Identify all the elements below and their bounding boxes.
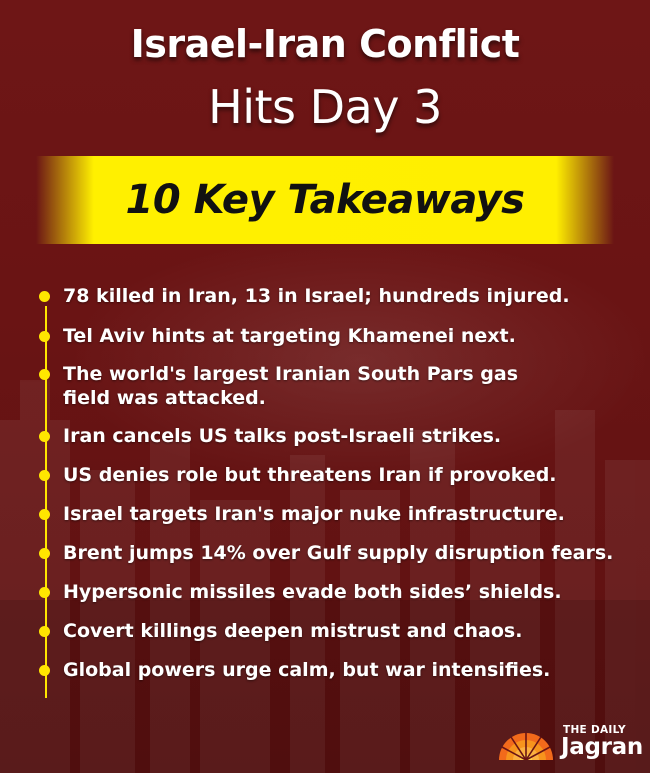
headline-line-2: Hits Day 3: [208, 80, 442, 134]
takeaway-item: [36, 541, 626, 565]
headline-line-1: Israel-Iran Conflict: [130, 22, 520, 66]
logo-brand-text: Jagran: [561, 734, 643, 760]
takeaway-item: [36, 463, 626, 487]
takeaway-item: [36, 658, 626, 682]
takeaway-text: Tel Aviv hints at targeting Khamenei next.: [63, 325, 516, 347]
takeaway-text: Hypersonic missiles evade both sides’ shields.: [63, 581, 562, 603]
bullet-dot-icon: [39, 665, 50, 676]
takeaway-item: [36, 284, 626, 308]
takeaway-text: Covert killings deepen mistrust and chaos.: [63, 620, 523, 642]
takeaway-text: Israel targets Iran's major nuke infrastructure.: [63, 503, 565, 525]
sun-logo-icon: [497, 728, 555, 760]
bullet-dot-icon: [39, 331, 50, 342]
takeaway-text: Brent jumps 14% over Gulf supply disruption fears.: [63, 542, 614, 564]
daily-jagran-logo: [497, 720, 647, 764]
logo-small-text: THE DAILY: [563, 724, 626, 736]
bullet-dot-icon: [39, 548, 50, 559]
takeaway-text: The world's largest Iranian South Pars gas field was attacked.: [63, 363, 519, 409]
takeaway-item: [36, 424, 626, 448]
bullet-dot-icon: [39, 470, 50, 481]
banner-text: 10 Key Takeaways: [125, 177, 525, 223]
takeaway-item: [36, 619, 626, 643]
takeaway-item: [36, 324, 626, 348]
takeaway-item: [36, 362, 563, 410]
takeaways-banner: [36, 156, 614, 244]
bullet-dot-icon: [39, 626, 50, 637]
bullet-dot-icon: [39, 291, 50, 302]
bullet-dot-icon: [39, 431, 50, 442]
takeaway-text: Iran cancels US talks post-Israeli strikes.: [63, 425, 502, 447]
bullet-dot-icon: [39, 587, 50, 598]
takeaway-text: Global powers urge calm, but war intensifies.: [63, 659, 551, 681]
takeaways-list: [36, 284, 626, 682]
takeaway-item: [36, 580, 626, 604]
bullet-dot-icon: [39, 369, 50, 380]
takeaway-text: US denies role but threatens Iran if provoked.: [63, 464, 557, 486]
takeaway-item: [36, 502, 626, 526]
takeaway-text: 78 killed in Iran, 13 in Israel; hundreds injured.: [63, 285, 570, 307]
bullet-dot-icon: [39, 509, 50, 520]
